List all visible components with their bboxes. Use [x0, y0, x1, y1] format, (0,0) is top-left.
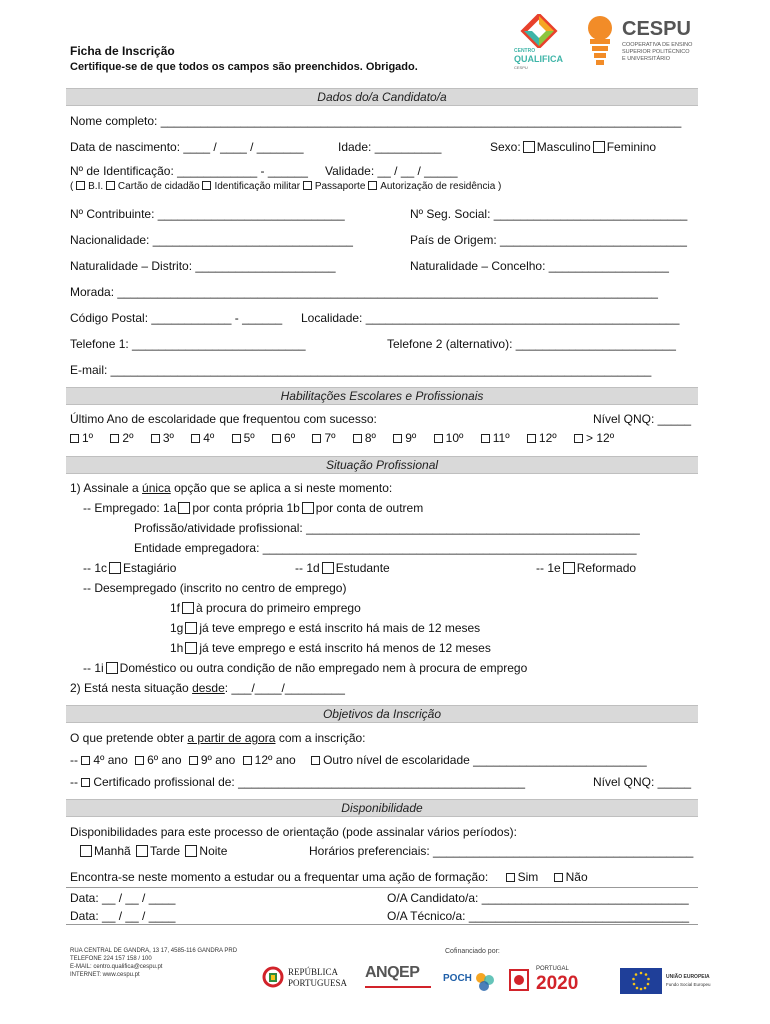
1e-checkbox[interactable] [563, 562, 575, 574]
section-objetivos-title: Objetivos da Inscrição [322, 707, 442, 721]
estudante-label: Estudante [335, 561, 390, 575]
passaporte-checkbox[interactable] [303, 181, 312, 190]
footer-address-line2: TELEFONE 224 157 158 / 100 [70, 956, 152, 962]
section-habilitacoes-title: Habilitações Escolares e Profissionais [280, 389, 484, 403]
masculino-checkbox[interactable] [523, 141, 535, 153]
situacao-q1 [70, 481, 392, 495]
noite-label: Noite [199, 844, 228, 858]
militar-label: Identificação militar [214, 181, 301, 192]
1f-label: 1f [170, 601, 181, 615]
portugal-label: PORTUGAL [536, 966, 569, 972]
p2020-label: 2020 [536, 973, 579, 994]
bi-label: B.I. [88, 181, 104, 192]
oa-tecnico-field[interactable]: O/A Técnico/a: _________________________________ [387, 909, 690, 923]
footer-address [70, 947, 237, 979]
republica-portuguesa-logo [262, 964, 362, 994]
eu-flag-icon [620, 968, 662, 994]
ano-12-label: 12º [538, 431, 557, 445]
id-type-group [70, 181, 501, 192]
feminino-label: Feminino [606, 140, 657, 154]
1d-label: -- 1d [295, 561, 320, 575]
form-subtitle: Certifique-se de que todos os campos são preenchidos. Obrigado. [70, 61, 418, 73]
logo-cespu-name: CESPU [622, 18, 691, 40]
residencia-label: Autorização de residência ) [380, 181, 502, 192]
obj-4-ano-checkbox[interactable] [81, 756, 90, 765]
1i-checkbox[interactable] [106, 662, 118, 674]
ano-8-label: 8º [364, 431, 376, 445]
periodos-label: Disponibilidades para este processo de orientação (pode assinalar vários períodos): [70, 825, 517, 839]
ano-mais-12-label: > 12º [586, 431, 615, 445]
1b-checkbox[interactable] [302, 502, 314, 514]
logo-cq-line2: QUALIFICA [514, 54, 563, 64]
entidade-field[interactable]: Entidade empregadora: ________________________________________________________ [134, 541, 637, 555]
ano-7-label: 7º [324, 431, 336, 445]
cartao-label: Cartão de cidadão [117, 181, 200, 192]
q1-pre: 1) Assinale a [70, 481, 143, 495]
1e-row [536, 561, 636, 575]
ultimo-ano-label: Último Ano de escolaridade que frequentou com sucesso: [70, 412, 377, 426]
footer-address-line4: INTERNET: www.cespu.pt [70, 972, 140, 978]
1g-label: 1g [170, 621, 184, 635]
sexo-label: Sexo: [490, 140, 521, 154]
contribuinte-field[interactable]: Nº Contribuinte: ____________________________ [70, 207, 345, 221]
q2-post: : ___/____/_________ [224, 681, 345, 695]
republica-line1: REPÚBLICA [288, 967, 339, 977]
nao-checkbox[interactable] [554, 873, 563, 882]
logo-cq-line1: CENTRO [514, 48, 536, 54]
morada-field[interactable]: Morada: _________________________________________________________________________________ [70, 285, 658, 299]
ano-7-checkbox[interactable] [312, 434, 321, 443]
q1-underlined: única [142, 481, 171, 495]
sim-label: Sim [517, 870, 539, 884]
1a-checkbox[interactable] [178, 502, 190, 514]
cespu-logo-mark [582, 14, 618, 70]
1i-row [83, 661, 527, 675]
obj-outro-field[interactable]: Outro nível de escolaridade __________________________ [323, 753, 647, 767]
anqep-logo [365, 962, 435, 996]
logo-cespu-line3: E UNIVERSITÁRIO [622, 56, 670, 62]
identificacao-field[interactable]: Nº de Identificação: ____________ - ______ [70, 164, 308, 178]
pais-origem-field[interactable]: País de Origem: ____________________________ [410, 233, 687, 247]
obj-12-ano-checkbox[interactable] [243, 756, 252, 765]
section-situacao [66, 456, 698, 474]
empregado-row [83, 501, 423, 515]
obj-4-ano-label: 4º ano [93, 753, 128, 767]
ano-4-label: 4º [203, 431, 215, 445]
ano-11-checkbox[interactable] [481, 434, 490, 443]
ano-1-checkbox[interactable] [70, 434, 79, 443]
section-objetivos [66, 705, 698, 723]
data2-field[interactable]: Data: __ / __ / ____ [70, 909, 176, 923]
habilitacoes-nivel-qnq-field[interactable]: Nível QNQ: _____ [593, 412, 692, 426]
nat-concelho-field[interactable]: Naturalidade – Concelho: __________________ [410, 259, 669, 273]
form-title: Ficha de Inscrição [70, 44, 175, 58]
q2-pre: 2) Está nesta situação [70, 681, 193, 695]
feminino-checkbox[interactable] [593, 141, 605, 153]
objetivos-question [70, 731, 366, 745]
obj-6-ano-checkbox[interactable] [135, 756, 144, 765]
section-situacao-title: Situação Profissional [325, 458, 439, 472]
republica-line2: PORTUGUESA [288, 978, 347, 988]
estudar-row [70, 870, 588, 884]
ano-8-checkbox[interactable] [353, 434, 362, 443]
ano-12-checkbox[interactable] [527, 434, 536, 443]
objetivos-anos-row [70, 753, 647, 767]
1f-text: à procura do primeiro emprego [196, 601, 361, 615]
ano-3-label: 3º [162, 431, 174, 445]
ano-2-checkbox[interactable] [110, 434, 119, 443]
profissao-field[interactable]: Profissão/atividade profissional: __________________________________________________ [134, 521, 640, 535]
1f-checkbox[interactable] [182, 602, 194, 614]
objetivos-dash-1: -- [70, 753, 78, 767]
uniao-europeia-logo [620, 966, 710, 996]
1e-label: -- 1e [536, 561, 561, 575]
codigo-postal-field[interactable]: Código Postal: ____________ - ______ [70, 311, 283, 325]
1c-row [83, 561, 176, 575]
seg-social-field[interactable]: Nº Seg. Social: _____________________________ [410, 207, 688, 221]
conta-outrem-label: por conta de outrem [315, 501, 424, 515]
cartao-checkbox[interactable] [106, 181, 115, 190]
ano-4-checkbox[interactable] [191, 434, 200, 443]
masculino-label: Masculino [536, 140, 591, 154]
horarios-field[interactable]: Horários preferenciais: _______________________________________ [309, 844, 694, 858]
1c-checkbox[interactable] [109, 562, 121, 574]
reformado-label: Reformado [576, 561, 637, 575]
logo-cq-line3: CESPU [514, 65, 528, 70]
obj-outro-checkbox[interactable] [311, 756, 320, 765]
obj-6-ano-label: 6º ano [147, 753, 182, 767]
q1-post: opção que se aplica a si neste momento: [170, 481, 393, 495]
1h-checkbox[interactable] [185, 642, 197, 654]
poch-text: POCH [443, 973, 472, 984]
poch-logo [443, 970, 499, 994]
1g-row [170, 621, 480, 635]
logo-cespu-line1: COOPERATIVA DE ENSINO [622, 42, 693, 48]
email-field[interactable]: E-mail: _________________________________________________________________________________ [70, 363, 652, 377]
ano-2-label: 2º [122, 431, 134, 445]
sexo-group [490, 140, 656, 154]
passaporte-label: Passaporte [314, 181, 366, 192]
anos-group [70, 431, 614, 445]
nacionalidade-field[interactable]: Nacionalidade: ______________________________ [70, 233, 353, 247]
ano-5-checkbox[interactable] [232, 434, 241, 443]
tarde-checkbox[interactable] [136, 845, 148, 857]
ano-6-label: 6º [284, 431, 296, 445]
anqep-underline [365, 986, 431, 988]
section-disponibilidade-title: Disponibilidade [341, 801, 423, 815]
ano-9-checkbox[interactable] [393, 434, 402, 443]
section-disponibilidade [66, 799, 698, 817]
conta-propria-label: por conta própria 1b [192, 501, 300, 515]
objetivos-dash-2: -- [70, 775, 78, 789]
1i-text: Doméstico ou outra condição de não empregado nem à procura de emprego [119, 661, 528, 675]
validade-field[interactable]: Validade: __ / __ / _____ [325, 164, 458, 178]
logo-cespu-line2: SUPERIOR POLITÉCNICO [622, 49, 690, 55]
ano-5-label: 5º [243, 431, 255, 445]
certificado-field[interactable]: Certificado profissional de: ___________________________________________ [93, 775, 526, 789]
republica-emblem-icon [262, 964, 284, 990]
section-habilitacoes [66, 387, 698, 405]
1d-row [295, 561, 390, 575]
anqep-text: ANQEP [365, 964, 420, 981]
nat-distrito-field[interactable]: Naturalidade – Distrito: _____________________ [70, 259, 336, 273]
1f-row [170, 601, 361, 615]
centro-qualifica-logo [508, 14, 570, 72]
obj-9-ano-checkbox[interactable] [189, 756, 198, 765]
section-candidato [66, 88, 698, 106]
poch-mark-icon [473, 970, 497, 994]
1c-label: -- 1c [83, 561, 107, 575]
cespu-logo [582, 14, 702, 74]
nascimento-field[interactable]: Data de nascimento: ____ / ____ / _______ [70, 140, 304, 154]
residencia-checkbox[interactable] [368, 181, 377, 190]
obj-9-ano-label: 9º ano [200, 753, 236, 767]
ano-10-checkbox[interactable] [434, 434, 443, 443]
manha-label: Manhã [94, 844, 131, 858]
nome-field[interactable]: Nome completo: ______________________________________________________________________________ [70, 114, 682, 128]
noite-checkbox[interactable] [185, 845, 197, 857]
estagiario-label: Estagiário [123, 561, 177, 575]
oa-candidato-field[interactable]: O/A Candidato/a: _______________________________ [387, 891, 689, 905]
ano-11-label: 11º [492, 431, 510, 445]
tarde-label: Tarde [150, 844, 181, 858]
cofinanciado-label: Cofinanciado por: [445, 948, 500, 955]
idade-field[interactable]: Idade: __________ [338, 140, 442, 154]
1h-label: 1h [170, 641, 184, 655]
obj-12-ano-label: 12º ano [254, 753, 296, 767]
localidade-field[interactable]: Localidade: _______________________________________________ [301, 311, 680, 325]
1i-label: -- 1i [83, 661, 104, 675]
situacao-q2[interactable] [70, 681, 345, 695]
nao-label: Não [565, 870, 588, 884]
1g-text: já teve emprego e está inscrito há mais de 12 meses [199, 621, 481, 635]
portugal-2020-logo [508, 964, 608, 998]
militar-checkbox[interactable] [202, 181, 211, 190]
ano-3-checkbox[interactable] [151, 434, 160, 443]
ano-9-label: 9º [405, 431, 417, 445]
certificado-checkbox[interactable] [81, 778, 90, 787]
ano-mais-12-checkbox[interactable] [574, 434, 583, 443]
objetivos-q-pre: O que pretende obter [70, 731, 188, 745]
centro-qualifica-logo-mark [508, 14, 570, 48]
empregado-label: -- Empregado: 1a [83, 501, 177, 515]
manha-checkbox[interactable] [80, 845, 92, 857]
ue-line1: UNIÃO EUROPEIA [666, 974, 710, 980]
periodos-group [78, 844, 227, 858]
objetivos-nivel-qnq-field[interactable]: Nível QNQ: _____ [593, 775, 692, 789]
sim-checkbox[interactable] [506, 873, 515, 882]
certificado-row [70, 775, 525, 789]
data1-field[interactable]: Data: __ / __ / ____ [70, 891, 176, 905]
q2-underlined: desde [192, 681, 225, 695]
1g-checkbox[interactable] [185, 622, 197, 634]
bi-checkbox[interactable] [76, 181, 85, 190]
desempregado-label: -- Desempregado (inscrito no centro de emprego) [83, 581, 347, 595]
section-candidato-title: Dados do/a Candidato/a [317, 90, 447, 104]
1h-text: já teve emprego e está inscrito há menos de 12 meses [199, 641, 491, 655]
telefone2-field[interactable]: Telefone 2 (alternativo): ________________________ [387, 337, 676, 351]
1h-row [170, 641, 491, 655]
ano-6-checkbox[interactable] [272, 434, 281, 443]
ano-1-label: 1º [82, 431, 94, 445]
footer-address-line3: E-MAIL: centro.qualifica@cespu.pt [70, 964, 163, 970]
objetivos-q-underlined: a partir de agora [187, 731, 276, 745]
estudar-label: Encontra-se neste momento a estudar ou a frequentar uma ação de formação: [70, 870, 489, 884]
footer-address-line1: RUA CENTRAL DE GANDRA, 13 17, 4585-116 GANDRA PRD [70, 948, 238, 954]
telefone1-field[interactable]: Telefone 1: __________________________ [70, 337, 306, 351]
1d-checkbox[interactable] [322, 562, 334, 574]
objetivos-q-post: com a inscrição: [275, 731, 366, 745]
ue-line2: Fundo Social Europeu [666, 982, 711, 987]
portugal-2020-mark-icon [508, 966, 530, 992]
open-paren: ( [70, 181, 74, 192]
ano-10-label: 10º [445, 431, 464, 445]
